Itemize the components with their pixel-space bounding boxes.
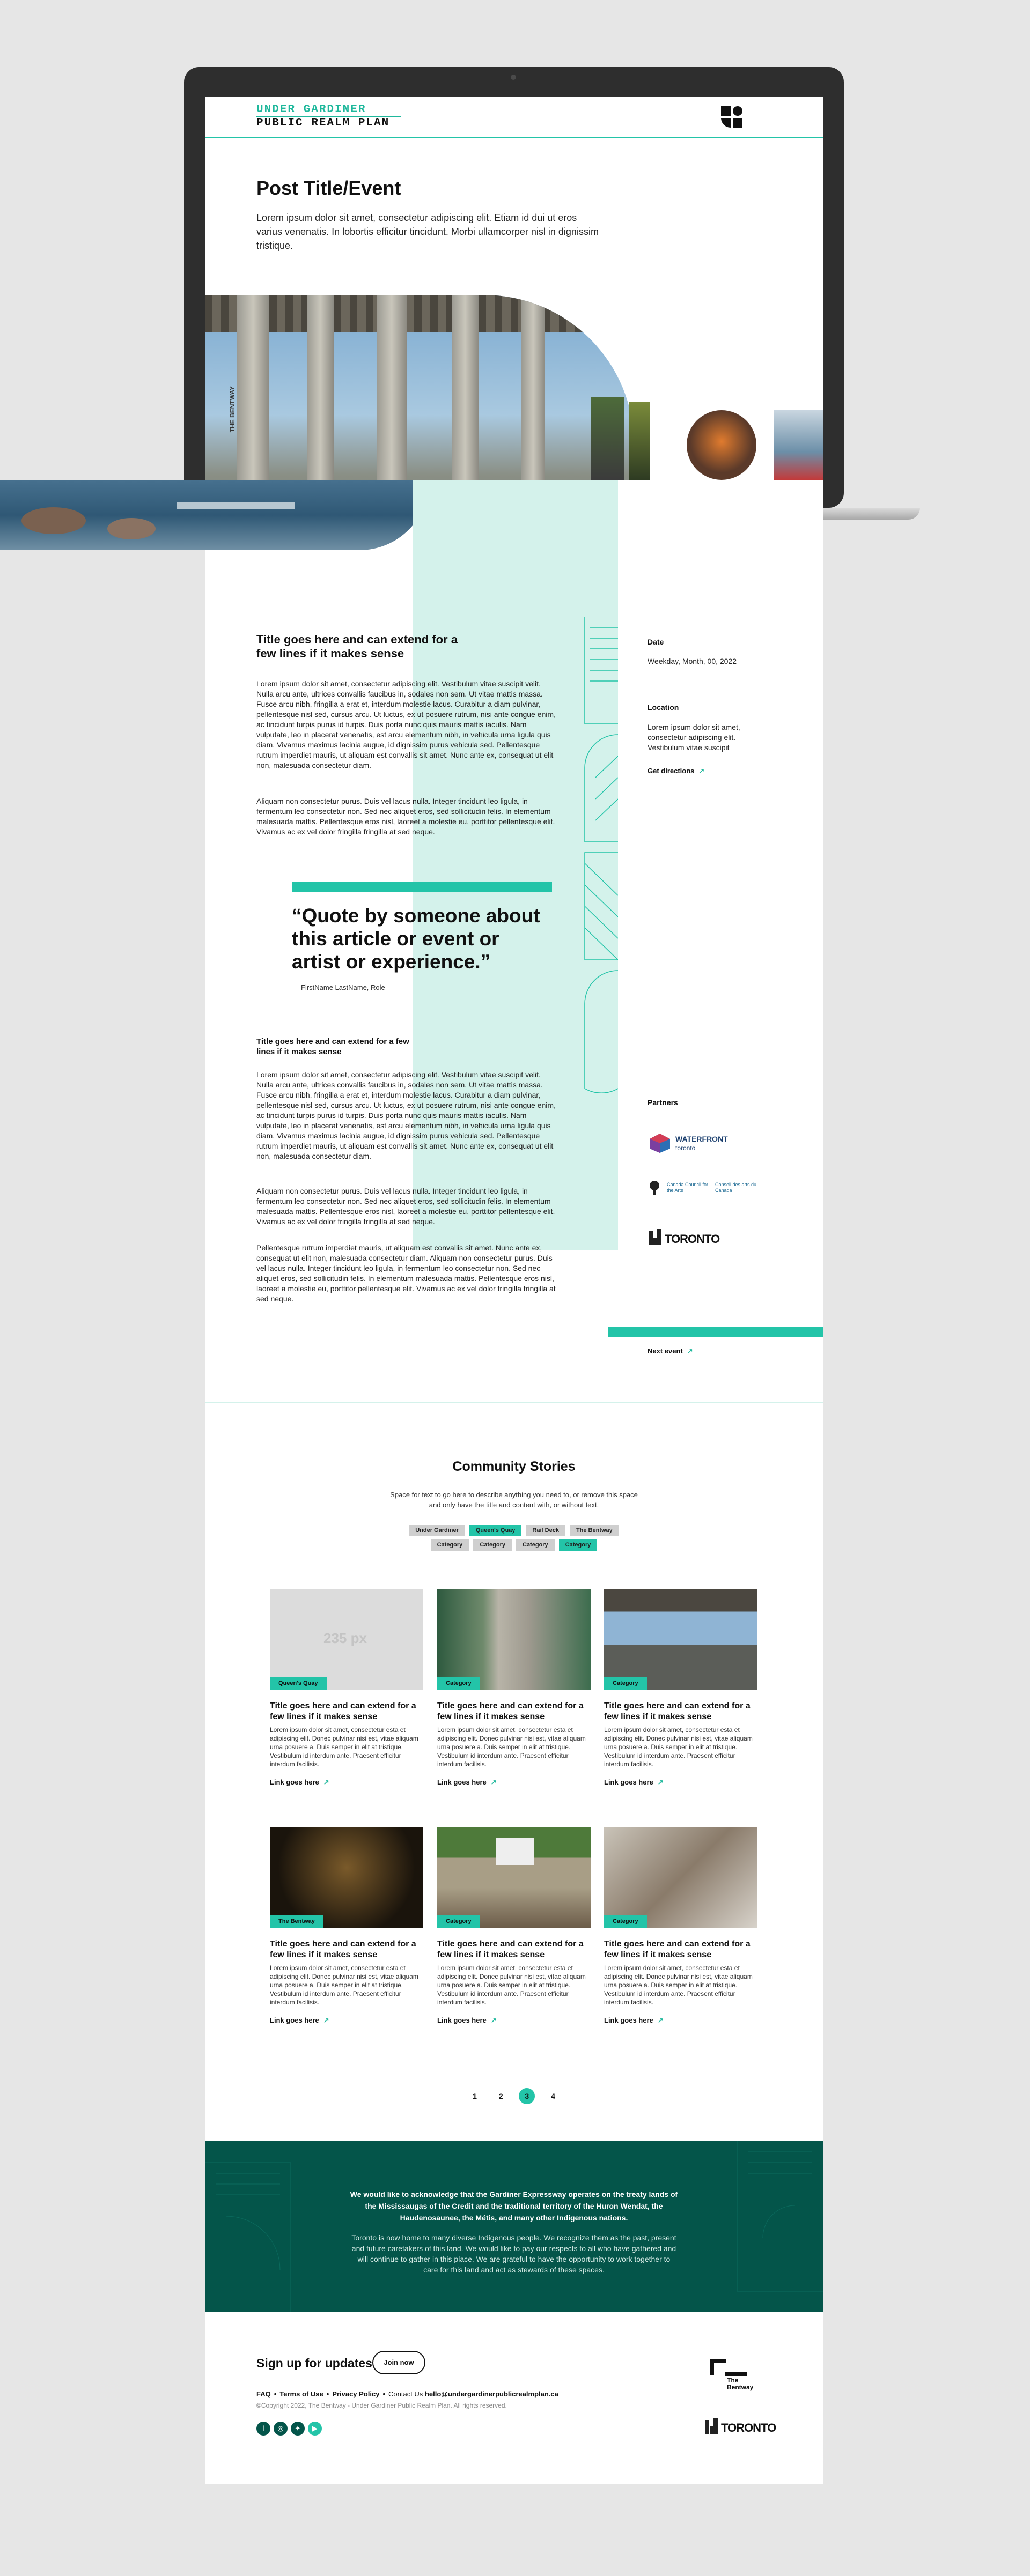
story-card[interactable] [604, 1827, 757, 2025]
post-intro: Lorem ipsum dolor sit amet, consectetur adipiscing elit. Etiam id dui ut eros varius venenatis. In lobortis efficitur tincidunt. Morbi ullamcorper nisl in dignissim tristique. [256, 212, 599, 251]
rock-shape [107, 518, 156, 539]
laptop-camera [511, 75, 516, 80]
bentway-mark [710, 2359, 726, 2375]
hero-circle-thumbnail [687, 410, 756, 480]
privacy-link[interactable]: Privacy Policy [332, 2390, 380, 2398]
overpass-column [521, 295, 545, 480]
get-directions-link[interactable] [648, 767, 704, 775]
logo-line2: PUBLIC REALM PLAN [256, 117, 390, 129]
card-description: Lorem ipsum dolor sit amet, consectetur esta et adipiscing elit. Donec pulvinar nisi est, vitae aliquam urna posuere a. Duis semper in elit at tristique. Vestibulum id interdum ante. Praesent efficitur interdum facilisis. [270, 1964, 418, 2006]
overpass-column [237, 295, 269, 480]
decorative-line-art [569, 617, 618, 1099]
article-title: Title goes here and can extend for a few lines if it makes sense [256, 633, 458, 660]
bentway-logo[interactable] [710, 2359, 754, 2392]
story-card[interactable] [437, 1589, 591, 1787]
arrow-icon: ↗ [657, 1778, 664, 1786]
overpass-column [452, 295, 479, 480]
signup-heading: Sign up for updates [256, 2356, 372, 2370]
twitter-icon[interactable]: ✦ [291, 2422, 305, 2436]
toronto-city-hall-icon [704, 2417, 719, 2435]
partner-council-en: Canada Council for the Arts [667, 1182, 709, 1193]
directions-label: Get directions [648, 767, 695, 775]
site-footer [205, 2312, 823, 2484]
page-button-current[interactable]: 3 [519, 2088, 535, 2104]
quote-accent-bar [292, 882, 552, 892]
article-paragraph: Lorem ipsum dolor sit amet, consectetur adipiscing elit. Vestibulum vitae suscipit velit. Nulla arcu ante, ultrices convallis faucibus in, sodales non sem. Ut vitae mattis massa. Fusce arcu nibh, fringilla a erat et, interdum molestie lacus. Curabitur a diam pulvinar, pellentesque nisl sed, cursus arcu. Ut luctus, ex ut posuere rutrum, nisi ante congue enim, ac tincidunt turpis purus id turpis. Duis porta nunc quis mauris mattis iaculis. Nam vulputate, leo in placerat venenatis, est arcu elementum nibh, in vehicula urna ligula quis diam. Vivamus maximus lacinia augue, id dignissim purus vehicula sed. Pellentesque rutrum imperdiet mauris, ut aliquam est convallis sit amet. Nunc ante ex, consequat ut elit non, malesuada consectetur diam. [256, 679, 556, 769]
page-button[interactable]: 4 [551, 2092, 555, 2100]
card-link[interactable] [270, 1778, 423, 1787]
partner-toronto-name: TORONTO [665, 1232, 720, 1246]
waterfront-hex-icon [648, 1132, 672, 1154]
filter-chip[interactable]: Category [516, 1539, 555, 1551]
card-link-label: Link goes here [604, 1778, 653, 1786]
post-title: Post Title/Event [256, 177, 401, 199]
card-category-tag: Category [437, 1915, 480, 1928]
card-category-tag: Category [604, 1915, 647, 1928]
next-event-bar [608, 1327, 823, 1337]
card-image [604, 1589, 757, 1690]
article-subtitle: Title goes here and can extend for a few lines if it makes sense [256, 1037, 409, 1056]
card-image [437, 1589, 591, 1690]
card-title: Title goes here and can extend for a few lines if it makes sense [604, 1940, 751, 1959]
page-button[interactable]: 2 [498, 2092, 503, 2100]
card-category-tag: Category [437, 1677, 480, 1690]
acknowledgement-body: Toronto is now home to many diverse Indigenous people. We recognize them as the past, present and future caretakers of this land. We would like to pay our respects to all who have gathered and will continue to gather in this place. We are grateful to have the opportunity to work together to care for this land and act as stewards of these spaces. [351, 2233, 676, 2274]
toronto-city-hall-icon [648, 1228, 663, 1246]
partner-waterfront-sub: toronto [675, 1144, 696, 1152]
separator-dot: • [274, 2390, 277, 2398]
filter-chip[interactable]: The Bentway [570, 1525, 619, 1536]
hero-thumbnail [629, 402, 650, 480]
hero-image [205, 295, 634, 480]
water-reflection [177, 502, 295, 509]
arrow-icon: ↗ [323, 1778, 329, 1786]
location-label: Location [648, 703, 679, 712]
card-title: Title goes here and can extend for a few lines if it makes sense [437, 1701, 584, 1721]
grid-menu-icon[interactable] [721, 106, 742, 128]
card-image-placeholder [270, 1589, 423, 1690]
card-title: Title goes here and can extend for a few lines if it makes sense [437, 1940, 584, 1959]
article-paragraph: Pellentesque rutrum imperdiet mauris, ut aliquam est convallis sit amet. Nunc ante ex, consequat ut elit non, malesuada consectetur diam. Aliquam non consectetur purus. Duis vel lacus nulla. Integer tincidunt leo ligula, in fermentum leo consectetur non. Sed nec aliquet eros, sed sollicitudin felis. In elementum malesuada mattis. Pellentesque eros nisl, laoreet a molestie eu, porttitor pellentesque elit. Vivamus ac ex vel dolor fringilla fringilla at sed neque. [256, 1243, 556, 1303]
filter-chip[interactable]: Category [473, 1539, 512, 1551]
card-link-label: Link goes here [270, 1778, 319, 1786]
arrow-icon: ↗ [657, 2016, 664, 2024]
card-category-tag: Category [604, 1677, 647, 1690]
story-card[interactable] [270, 1827, 423, 2025]
next-event-link[interactable] [648, 1347, 693, 1356]
acknowledgement-pattern [205, 2141, 823, 2312]
card-link[interactable] [270, 2016, 423, 2025]
outdoor-screen [496, 1838, 534, 1865]
community-stories-title: Community Stories [452, 1459, 576, 1474]
hero-thumbnail [774, 410, 823, 480]
bentway-mark [725, 2372, 747, 2376]
toronto-name: TORONTO [721, 2421, 776, 2434]
canada-council-icon [648, 1180, 661, 1196]
pagination [467, 2088, 561, 2104]
contact-label: Contact Us [388, 2390, 423, 2398]
overpass-column [377, 295, 407, 480]
location-value: Lorem ipsum dolor sit amet, consectetur adipiscing elit. Vestibulum vitae suscipit [648, 723, 740, 752]
card-link[interactable] [604, 1778, 757, 1787]
card-description: Lorem ipsum dolor sit amet, consectetur esta et adipiscing elit. Donec pulvinar nisi est, vitae aliquam urna posuere a. Duis semper in elit at tristique. Vestibulum id interdum ante. Praesent efficitur interdum facilisis. [604, 1726, 753, 1768]
partners-label: Partners [648, 1098, 678, 1107]
overpass-deck [205, 295, 634, 332]
hero-thumbnail [591, 397, 624, 480]
card-category-tag: The Bentway [270, 1915, 323, 1928]
card-link-label: Link goes here [437, 2016, 487, 2024]
card-link-label: Link goes here [604, 2016, 653, 2024]
filter-chip[interactable]: Under Gardiner [409, 1525, 465, 1536]
card-title: Title goes here and can extend for a few lines if it makes sense [270, 1940, 416, 1959]
hero-sign-text: THE BENTWAY [229, 386, 236, 433]
youtube-icon[interactable]: ▶ [308, 2422, 322, 2436]
date-label: Date [648, 638, 664, 646]
card-image [604, 1827, 757, 1928]
logo-line1: UNDER GARDINER [256, 104, 401, 117]
separator-dot: • [382, 2390, 385, 2398]
filter-chip-active[interactable]: Category [559, 1539, 598, 1551]
article-paragraph: Aliquam non consectetur purus. Duis vel lacus nulla. Integer tincidunt leo ligula, in fermentum leo consectetur non. Sed nec aliquet eros, sed sollicitudin felis. In elementum malesuada mattis. Pellentesque eros nisl, laoreet a molestie eu, porttitor pellentesque elit. Vivamus ac ex vel dolor fringilla fringilla at sed neque. [256, 797, 555, 836]
overpass-column [307, 295, 334, 480]
faq-link[interactable]: FAQ [256, 2390, 271, 2398]
laptop-screen [205, 97, 823, 480]
canada-council-logo[interactable] [648, 1180, 760, 1199]
site-logo[interactable] [256, 104, 401, 129]
rock-shape [21, 507, 86, 534]
arrow-icon: ↗ [490, 2016, 497, 2024]
card-link[interactable] [437, 1778, 591, 1787]
instagram-icon[interactable]: ◎ [274, 2422, 288, 2436]
filter-chip[interactable]: Rail Deck [526, 1525, 565, 1536]
footer-toronto-logo[interactable] [704, 2417, 779, 2438]
next-event-label: Next event [648, 1347, 683, 1355]
bentway-line1: The [727, 2377, 739, 2384]
card-link-label: Link goes here [437, 1778, 487, 1786]
card-image [270, 1827, 423, 1928]
separator-dot: • [326, 2390, 329, 2398]
city-of-toronto-logo[interactable] [648, 1228, 723, 1249]
arrow-icon: ↗ [323, 2016, 329, 2024]
story-card[interactable] [604, 1589, 757, 1787]
card-description: Lorem ipsum dolor sit amet, consectetur esta et adipiscing elit. Donec pulvinar nisi est, vitae aliquam urna posuere a. Duis semper in elit at tristique. Vestibulum id interdum ante. Praesent efficitur interdum facilisis. [604, 1964, 753, 2006]
card-title: Title goes here and can extend for a few lines if it makes sense [604, 1701, 751, 1721]
story-card[interactable] [270, 1589, 423, 1787]
card-category-tag: Queen's Quay [270, 1677, 327, 1690]
arrow-icon: ↗ [490, 1778, 497, 1786]
partner-waterfront-name: WATERFRONT [675, 1135, 728, 1143]
terms-link[interactable]: Terms of Use [279, 2390, 323, 2398]
page-button[interactable]: 1 [473, 2092, 477, 2100]
waterfront-toronto-logo[interactable] [648, 1132, 755, 1154]
card-link-label: Link goes here [270, 2016, 319, 2024]
card-description: Lorem ipsum dolor sit amet, consectetur esta et adipiscing elit. Donec pulvinar nisi est, vitae aliquam urna posuere a. Duis semper in elit at tristique. Vestibulum id interdum ante. Praesent efficitur interdum facilisis. [270, 1726, 418, 1768]
join-now-button[interactable]: Join now [372, 2351, 425, 2374]
card-link[interactable] [437, 2016, 591, 2025]
story-card[interactable] [437, 1827, 591, 2025]
filter-chip[interactable]: Category [431, 1539, 469, 1551]
site-header [205, 97, 823, 138]
contact-email-link[interactable]: hello@undergardinerpublicrealmplan.ca [424, 2390, 558, 2398]
date-value: Weekday, Month, 00, 2022 [648, 657, 737, 665]
filter-chip-active[interactable]: Queen's Quay [469, 1525, 522, 1536]
bentway-line2: Bentway [727, 2383, 754, 2391]
quote-attribution: —FirstName LastName, Role [294, 983, 385, 991]
acknowledgement-statement: We would like to acknowledge that the Gardiner Expressway operates on the treaty lands of the Mississaugas of the Credit and the traditional territory of the Huron Wendat, the Haudenosaunee, the Métis, and many other Indigenous nations. [350, 2190, 678, 2222]
arrow-icon: ↗ [698, 767, 705, 775]
community-stories-description: Space for text to go here to describe anything you need to, or remove this space and only have the title and content with, or without text. [390, 1491, 638, 1509]
footer-links [256, 2390, 558, 2398]
hero-collage [205, 295, 823, 480]
copyright-text: ©Copyright 2022, The Bentway - Under Gardiner Public Realm Plan. All rights reserved. [256, 2402, 507, 2409]
article-paragraph: Aliquam non consectetur purus. Duis vel lacus nulla. Integer tincidunt leo ligula, in fermentum leo consectetur non. Sed nec aliquet eros, sed sollicitudin felis. In elementum malesuada mattis. Pellentesque eros nisl, laoreet a molestie eu, porttitor pellentesque elit. Vivamus ac ex vel dolor fringilla fringilla at sed neque. [256, 1187, 555, 1226]
hero-image-lower [0, 480, 429, 550]
partner-council-fr: Conseil des arts du Canada [715, 1182, 757, 1193]
placeholder-size-label: 235 px [323, 1630, 367, 1646]
card-description: Lorem ipsum dolor sit amet, consectetur esta et adipiscing elit. Donec pulvinar nisi est, vitae aliquam urna posuere a. Duis semper in elit at tristique. Vestibulum id interdum ante. Praesent efficitur interdum facilisis. [437, 1964, 586, 2006]
facebook-icon[interactable]: f [256, 2422, 270, 2436]
article-paragraph: Lorem ipsum dolor sit amet, consectetur adipiscing elit. Vestibulum vitae suscipit velit. Nulla arcu ante, ultrices convallis faucibus in, sodales non sem. Ut vitae mattis massa. Fusce arcu nibh, fringilla a erat et, interdum molestie lacus. Curabitur a diam pulvinar, pellentesque nisl sed, cursus arcu. Ut luctus, ex ut posuere rutrum, nisi ante congue enim, ac tincidunt turpis purus id turpis. Duis porta nunc quis mauris mattis iaculis. Nam vulputate, leo in placerat venenatis, est arcu elementum nibh, in vehicula urna ligula quis diam. Vivamus maximus lacinia augue, id dignissim purus vehicula sed. Pellentesque rutrum imperdiet mauris, ut aliquam est convallis sit amet. Nunc ante ex, consequat ut elit non, malesuada consectetur diam. [256, 1070, 556, 1160]
arrow-icon: ↗ [687, 1347, 693, 1355]
pull-quote: “Quote by someone about this article or event or artist or experience.” [292, 905, 540, 973]
card-description: Lorem ipsum dolor sit amet, consectetur esta et adipiscing elit. Donec pulvinar nisi est, vitae aliquam urna posuere a. Duis semper in elit at tristique. Vestibulum id interdum ante. Praesent efficitur interdum facilisis. [437, 1726, 586, 1768]
card-title: Title goes here and can extend for a few lines if it makes sense [270, 1701, 416, 1721]
card-link[interactable] [604, 2016, 757, 2025]
section-divider [205, 1402, 823, 1403]
land-acknowledgement [205, 2141, 823, 2312]
category-filter-group [397, 1525, 631, 1551]
card-image [437, 1827, 591, 1928]
